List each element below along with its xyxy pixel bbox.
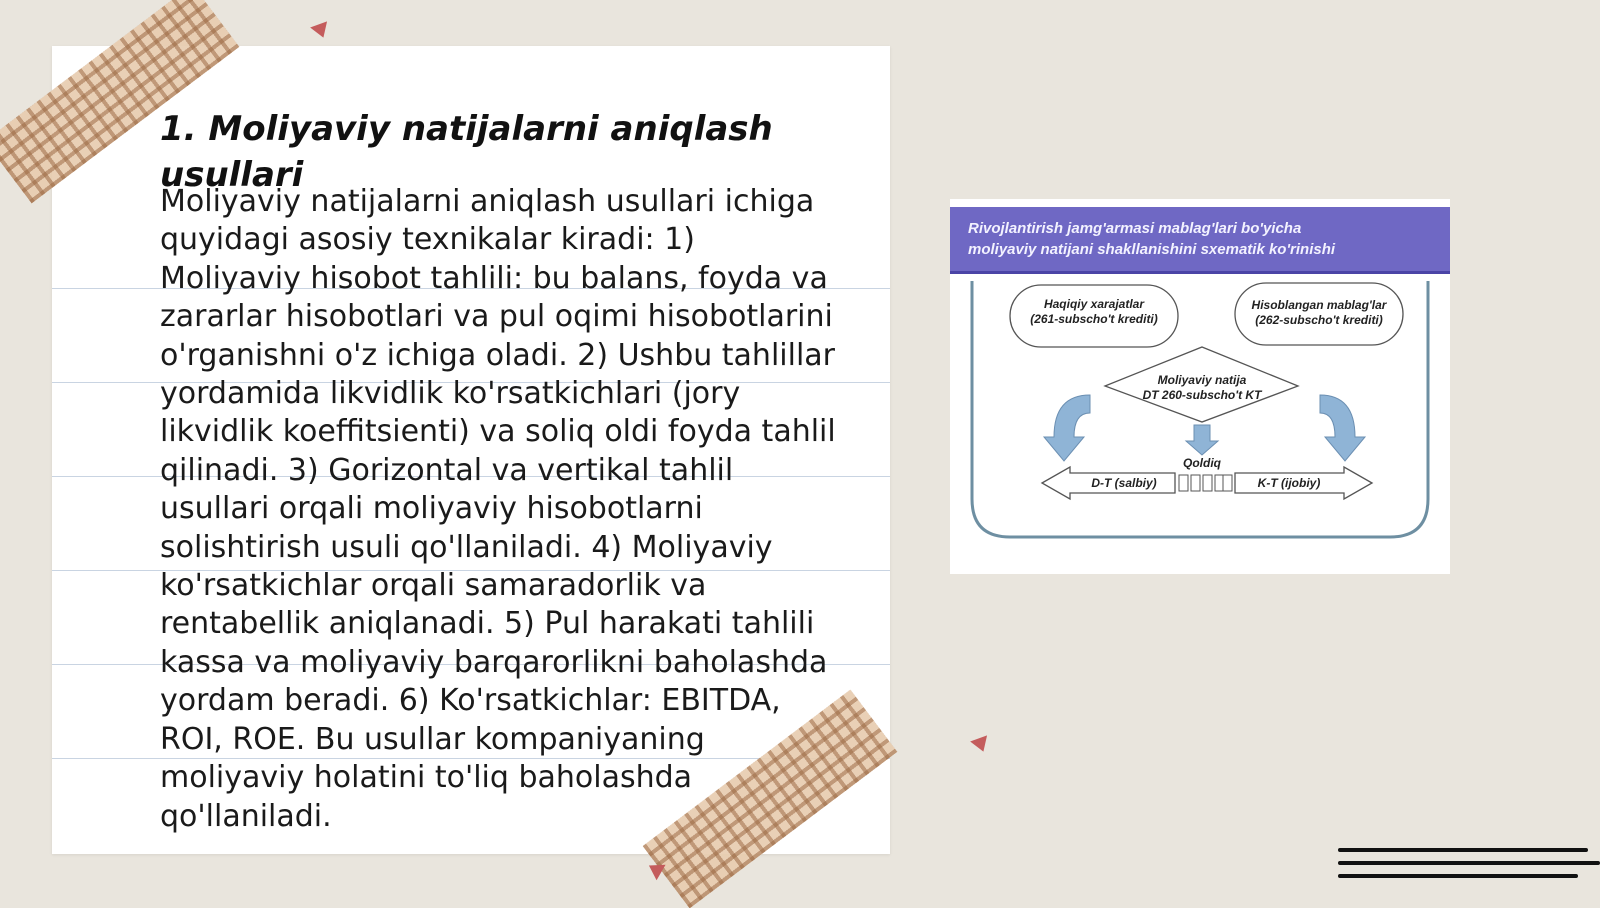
right-curved-arrow-icon (1320, 395, 1365, 461)
decor-line (1338, 861, 1600, 865)
diamond-line1: Moliyaviy natija (1157, 373, 1247, 387)
left-box-line1: Haqiqiy xarajatlar (1043, 297, 1145, 311)
right-box-line2: (262-subscho't krediti) (1255, 313, 1383, 327)
diamond-label (1122, 373, 1282, 403)
right-box-label (1235, 298, 1403, 328)
left-box-line2: (261-subscho't krediti) (1030, 312, 1158, 326)
decor-line (1338, 874, 1578, 878)
slide-body-text: Moliyaviy natijalarni aniqlash usullari ichiga quyidagi asosiy texnikalar kiradi: 1) Moliyaviy hisobot tahlili: bu balans, foyda va zararlar hisobotlari va pul oqimi hisobotlarini o'rganishni o'z ichiga oladi. 2) Ushbu tahlillar yordamida likvidlik ko'rsatkichlari (jory likvidlik koeffitsienti) va soliq oldi foyda tahlil qilinadi. 3) Gorizontal va vertikal tahlil usullari orqali moliyaviy hisobotlarni solishtirish usuli qo'llaniladi. 4) Moliyaviy ko'rsatkichlar orqali samaradorlik va rentabellik aniqlanadi. 5) Pul harakati tahlili kassa va moliyaviy barqarorlikni baholashda yordam beradi. 6) Ko'rsatkichlar: EBITDA, ROI, ROE. Bu usullar kompaniyaning moliyaviy holatini to'liq baholashda qo'llaniladi. (160, 184, 836, 834)
left-curved-arrow-icon (1044, 395, 1090, 461)
right-box-line1: Hisoblangan mablag'lar (1251, 298, 1387, 312)
schema-figure (950, 199, 1450, 574)
residual-label: Qoldiq (1183, 456, 1221, 470)
slide-title: 1. Moliyaviy natijalarni aniqlash usullari (160, 109, 773, 195)
decorative-lines (1338, 848, 1600, 887)
diamond-line2: DT 260-subscho't KT (1142, 388, 1262, 402)
right-arrow-label: K-T (ijobiy) (1257, 476, 1321, 490)
figure-header-line2: moliyaviy natijani shakllanishini sxematik ko'rinishi (968, 241, 1336, 258)
pin-decoration (310, 21, 332, 40)
pin-decoration (970, 735, 992, 754)
figure-header-line1: Rivojlantirish jamg'armasi mablag'lari bo'yicha (968, 220, 1302, 237)
down-arrow-icon (1186, 425, 1218, 455)
left-box-label (1010, 297, 1178, 327)
decor-line (1338, 848, 1588, 852)
residual-cell (1191, 475, 1200, 491)
residual-cell (1179, 475, 1188, 491)
residual-cell (1223, 475, 1232, 491)
residual-cell (1203, 475, 1212, 491)
left-arrow-label: D-T (salbiy) (1091, 476, 1157, 490)
